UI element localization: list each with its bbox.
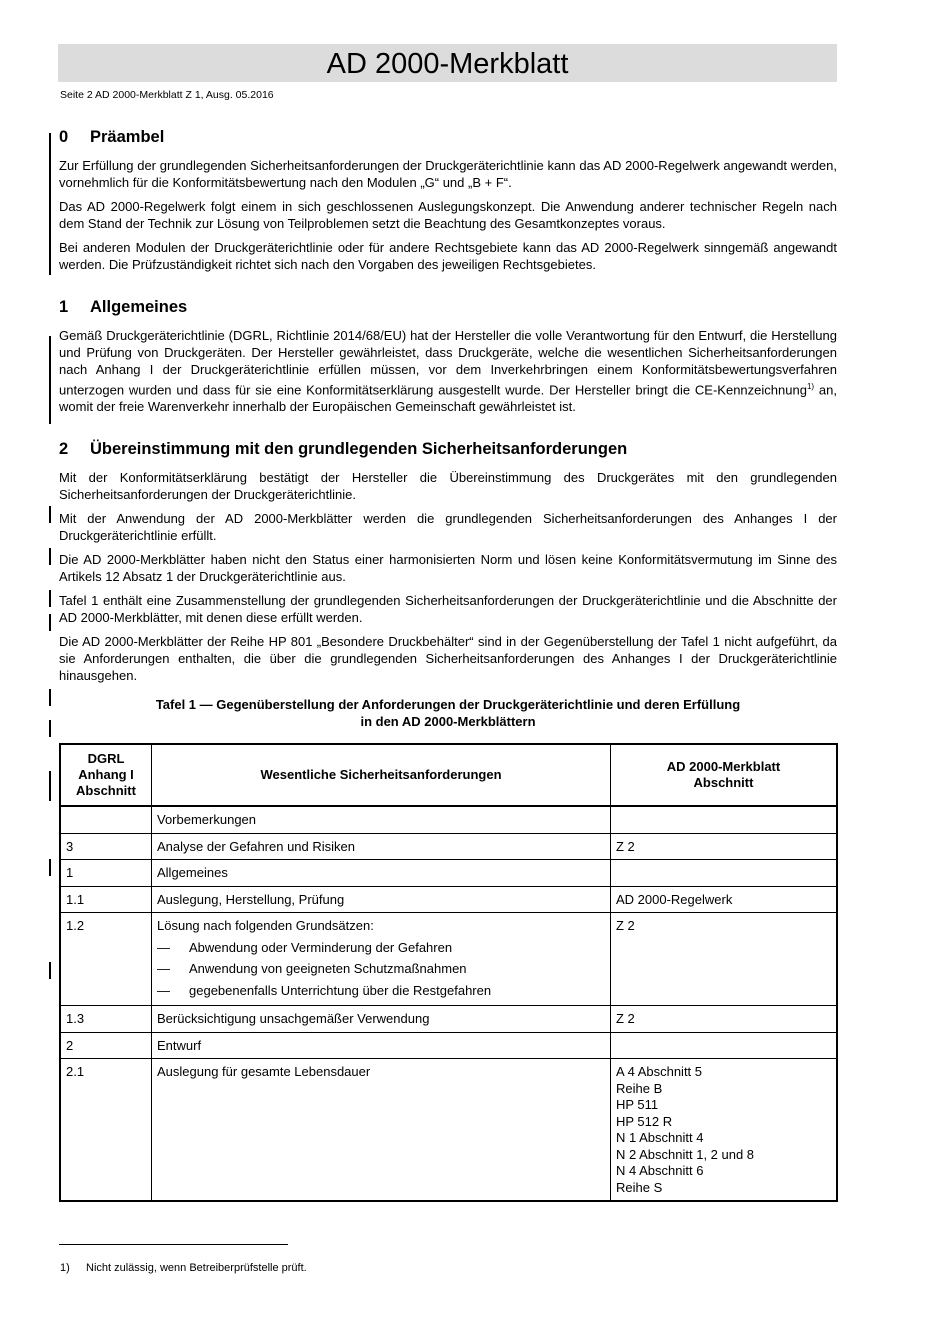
change-bar xyxy=(49,771,51,801)
paragraph: Die AD 2000-Merkblätter der Reihe HP 801 „Besondere Druckbehälter“ sind in der Gegenüberstellung der Tafel 1 nicht aufgeführt, da sie Anforderungen enthalten, die über die grundlegenden Sicherheitsanforderungen des Anhanges I der Druckgeräterichtlinie hinausgehen. xyxy=(59,634,837,684)
table-cell: 1.2 xyxy=(60,913,152,1006)
table-cell: Analyse der Gefahren und Risiken xyxy=(152,833,611,860)
table-cell: Vorbemerkungen xyxy=(152,806,611,833)
document-body xyxy=(59,128,837,1202)
change-bar xyxy=(49,590,51,607)
table-cell: Z 2 xyxy=(611,1006,838,1033)
table-cell: Auslegung, Herstellung, Prüfung xyxy=(152,886,611,913)
change-bar xyxy=(49,689,51,706)
paragraph: Mit der Anwendung der AD 2000-Merkblätter werden die grundlegenden Sicherheitsanforderungen des Anhanges I der Druckgeräterichtlinie erfüllt. xyxy=(59,511,837,544)
table-cell: Auslegung für gesamte Lebensdauer xyxy=(152,1059,611,1202)
footnote: 1) Nicht zulässig, wenn Betreiberprüfstelle prüft. xyxy=(60,1262,307,1274)
section-conformity xyxy=(59,440,837,684)
table-cell: 3 xyxy=(60,833,152,860)
table-row xyxy=(60,806,837,833)
table-cell xyxy=(611,1032,838,1059)
change-bar xyxy=(49,614,51,631)
table-cell: 2 xyxy=(60,1032,152,1059)
table-cell: 2.1 xyxy=(60,1059,152,1202)
table-cell: Entwurf xyxy=(152,1032,611,1059)
document-title: AD 2000-Merkblatt xyxy=(58,44,837,82)
change-bar xyxy=(49,548,51,565)
requirements-table xyxy=(59,743,838,1202)
table-caption: Tafel 1 — Gegenüberstellung der Anforderungen der Druckgeräterichtlinie und deren Erfüllung in den AD 2000-Merkblättern xyxy=(155,697,741,730)
table-cell xyxy=(611,860,838,887)
table-cell xyxy=(60,806,152,833)
table-row xyxy=(60,1059,837,1202)
paragraph: Das AD 2000-Regelwerk folgt einem in sich geschlossenen Auslegungskonzept. Die Anwendung anderer technischer Regeln nach dem Stand der Technik zur Lösung von Teilproblemen setzt die Beachtung des Gesamtkonzeptes voraus. xyxy=(59,199,837,231)
footnote-ref[interactable]: 1) xyxy=(806,382,815,391)
paragraph: Die AD 2000-Merkblätter haben nicht den Status einer harmonisierten Norm und lösen keine Konformitätsvermutung im Sinne des Artikels 12 Absatz 1 der Druckgeräterichtlinie aus. xyxy=(59,552,837,585)
table-cell xyxy=(611,806,838,833)
paragraph: Zur Erfüllung der grundlegenden Sicherheitsanforderungen der Druckgeräterichtlinie kann das AD 2000-Regelwerk angewandt werden, vornehmlich für die Konformitätsbewertung nach den Modulen „G“ und „B + F“. xyxy=(59,158,837,190)
table-row xyxy=(60,860,837,887)
column-header-requirements: Wesentliche Sicherheitsanforderungen xyxy=(152,744,611,806)
section-heading: 1 Allgemeines xyxy=(59,298,188,316)
section-heading: 0 Präambel xyxy=(59,128,165,146)
table-row xyxy=(60,1032,837,1059)
table-cell: Lösung nach folgenden Grundsätzen: — Abwendung oder Verminderung der Gefahren — Anwendung von geeigneten Schutzmaßnahmen — gegebenenfalls Unterrichtung über die Restgefahren xyxy=(152,913,611,1006)
list-item: — gegebenenfalls Unterrichtung über die Restgefahren xyxy=(157,982,492,998)
table-cell: Allgemeines xyxy=(152,860,611,887)
page-subtitle: Seite 2 AD 2000-Merkblatt Z 1, Ausg. 05.2016 xyxy=(60,89,274,101)
section-preamble xyxy=(59,128,837,273)
table-cell: A 4 Abschnitt 5 Reihe B HP 511 HP 512 R N 1 Abschnitt 4 N 2 Abschnitt 1, 2 und 8 N 4 Abschnitt 6 Reihe S xyxy=(611,1059,838,1202)
column-header-dgrl: DGRL Anhang I Abschnitt xyxy=(60,744,152,806)
table-cell: Z 2 xyxy=(611,913,838,1006)
table-row xyxy=(60,913,837,1006)
list-item: — Anwendung von geeigneten Schutzmaßnahmen xyxy=(157,961,467,977)
change-bar xyxy=(49,859,51,876)
table-header-row xyxy=(60,744,837,806)
table-cell: 1.3 xyxy=(60,1006,152,1033)
paragraph: Mit der Konformitätserklärung bestätigt der Hersteller die Übereinstimmung des Druckgerätes mit den grundlegenden Sicherheitsanforderungen der Druckgeräterichtlinie. xyxy=(59,470,837,503)
table-cell: Berücksichtigung unsachgemäßer Verwendung xyxy=(152,1006,611,1033)
change-bar xyxy=(49,962,51,979)
table-row xyxy=(60,833,837,860)
footnote-divider xyxy=(59,1244,288,1245)
change-bar xyxy=(49,720,51,737)
column-header-merkblatt: AD 2000-Merkblatt Abschnitt xyxy=(611,744,838,806)
section-general xyxy=(59,298,837,415)
table-cell: AD 2000-Regelwerk xyxy=(611,886,838,913)
table-row xyxy=(60,1006,837,1033)
change-bar xyxy=(49,133,51,275)
list-item: — Abwendung oder Verminderung der Gefahren xyxy=(157,939,453,955)
paragraph: Bei anderen Modulen der Druckgeräterichtlinie oder für andere Rechtsgebiete kann das AD 2000-Regelwerk sinngemäß angewandt werden. Die Prüfzuständigkeit richtet sich nach den Vorgaben des jeweiligen Rechtsgebietes. xyxy=(59,240,837,272)
table-cell: 1.1 xyxy=(60,886,152,913)
table-cell: 1 xyxy=(60,860,152,887)
section-heading: 2 Übereinstimmung mit den grundlegenden Sicherheitsanforderungen xyxy=(59,440,628,459)
table-row xyxy=(60,886,837,913)
table-cell: Z 2 xyxy=(611,833,838,860)
paragraph: Gemäß Druckgeräterichtlinie (DGRL, Richtlinie 2014/68/EU) hat der Hersteller die volle Verantwortung für den Entwurf, die Herstellung und Prüfung von Druckgeräten. Der Hersteller gewährleistet, dass Druckgeräte, welche die wesentlichen Sicherheitsanforderungen nach Anhang I der Druckgeräterichtlinie erfüllen müssen, vor dem Inverkehrbringen einem Konformitätsbewertungsverfahren unterzogen wurden und dass für sie eine Konformitätserklärung ausgestellt wurde. Der Hersteller bringt die CE-Kennzeichnung$^{1)}$ an, womit der freie Warenverkehr innerhalb der Europäischen Gemeinschaft gewährleistet ist. xyxy=(59,328,837,415)
change-bar xyxy=(49,506,51,523)
change-bar xyxy=(49,336,51,424)
paragraph: Tafel 1 enthält eine Zusammenstellung der grundlegenden Sicherheitsanforderungen der Druckgeräterichtlinie und die Abschnitte der AD 2000-Merkblätter, mit denen diese erfüllt werden. xyxy=(59,593,837,626)
